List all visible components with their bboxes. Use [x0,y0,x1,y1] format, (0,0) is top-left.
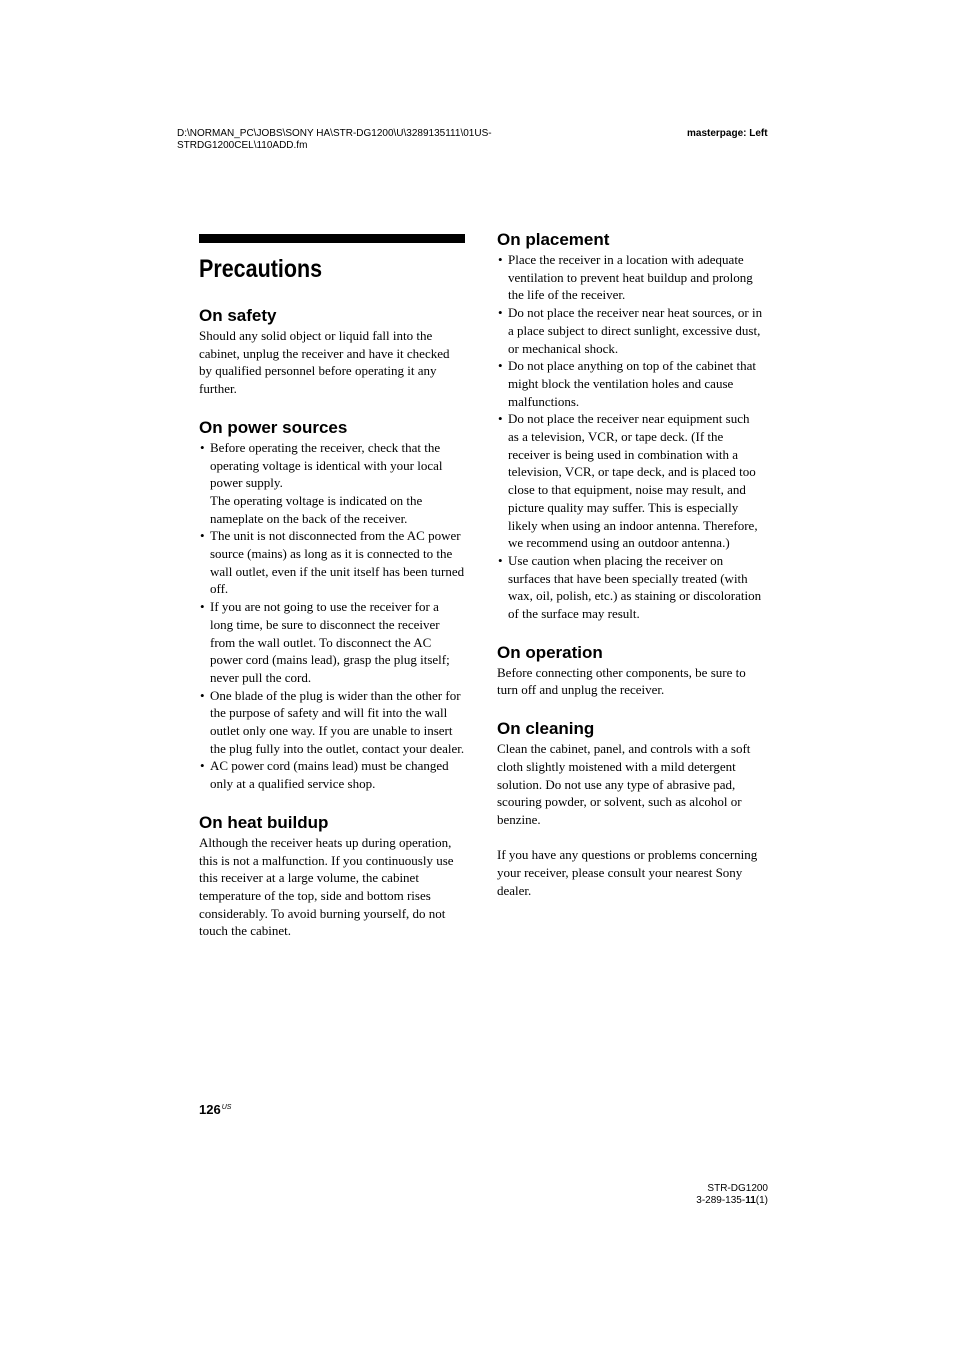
closing-text: If you have any questions or problems concerning your receiver, please consult your nearest Sony dealer. [497,847,758,898]
section-text: Although the receiver heats up during operation, this is not a malfunction. If you continuously use this receiver at a large volume, the cabinet temperature of the top, side and bottom rises considerably. To avoid burning yourself, do not touch the cabinet. [199,834,454,939]
section-on-safety [199,306,465,398]
section-on-operation [497,643,763,699]
section-text: Should any solid object or liquid fall into the cabinet, unplug the receiver and have it checked by qualified personnel before operating it any further. [199,328,450,397]
list-item: • AC power cord (mains lead) must be changed only at a qualified service shop. [199,757,465,792]
list-item: • The unit is not disconnected from the AC power source (mains) as long as it is connected to the wall outlet, even if the unit itself has been turned off. [199,527,465,598]
section-on-cleaning [497,719,763,899]
section-heading: On operation [497,642,603,662]
page-number [199,1102,231,1117]
file-path-line-1: D:\NORMAN_PC\JOBS\SONY HA\STR-DG1200\U\3289135111\01US- [177,128,492,139]
section-on-placement [497,230,763,623]
section-on-power-sources [199,418,465,793]
section-heading: On cleaning [497,719,595,739]
model-number: STR-DG1200 [707,1183,768,1194]
part-number-bold: 11 [745,1195,756,1206]
section-text: Clean the cabinet, panel, and controls with a soft cloth slightly moistened with a mild detergent solution. Do not use any type of abrasive pad, scouring powder, or solvent, such as alcohol or benzine. [497,741,751,827]
list-item: • Do not place anything on top of the cabinet that might block the ventilation holes and cause malfunctions. [497,357,763,410]
page-title: Precautions [199,255,323,283]
list-item: • Do not place the receiver near equipment such as a television, VCR, or tape deck. (If the receiver is being used in combination with a television, VCR, or tape deck, and is placed too close to that equipment, noise may result, and picture quality may suffer. This is especially likely when using an indoor antenna. Therefore, we recommend using an outdoor antenna.) [497,410,763,552]
left-column [199,234,465,940]
list-item: • Use caution when placing the receiver on surfaces that have been specially treated (with wax, oil, polish, etc.) as staining or discoloration of the surface may result. [497,552,763,623]
section-text: Before connecting other components, be sure to turn off and unplug the receiver. [497,664,746,698]
part-number [688,1195,768,1207]
list-item [199,439,465,528]
part-number-suffix: (1) [755,1195,768,1206]
section-heading: On placement [497,230,610,249]
list-item: • If you are not going to use the receiver for a long time, be sure to disconnect the receiver from the wall outlet. To disconnect the AC power cord (mains lead), grasp the plug itself; never pull the cord. [199,598,465,687]
list-item-text: Before operating the receiver, check that the operating voltage is identical with your local power supply. [210,439,443,491]
bullet-list [497,251,763,623]
section-heading: On power sources [199,417,348,437]
title-rule [199,234,465,243]
page-number-suffix: US [221,1104,232,1111]
list-item: • Place the receiver in a location with adequate ventilation to prevent heat buildup and prolong the life of the receiver. [497,251,763,304]
right-column [497,230,763,899]
page-number-value: 126 [199,1102,221,1117]
bullet-list [199,439,465,793]
masterpage-label: masterpage: Left [687,128,768,139]
file-path-line-2: STRDG1200CEL\110ADD.fm [177,140,308,151]
section-heading: On heat buildup [199,812,329,832]
list-item: • Do not place the receiver near heat sources, or in a place subject to direct sunlight, excessive dust, or mechanical shock. [497,304,763,357]
part-number-prefix: 3-289-135- [696,1195,746,1206]
list-item-continuation: The operating voltage is indicated on the nameplate on the back of the receiver. [210,492,423,526]
model-footer [688,1183,768,1207]
list-item: • One blade of the plug is wider than the other for the purpose of safety and will fit into the wall outlet only one way. If you are unable to insert the plug fully into the outlet, contact your dealer. [199,687,465,758]
file-path-header [177,128,577,152]
section-on-heat-buildup [199,813,465,940]
section-heading: On safety [199,306,277,325]
